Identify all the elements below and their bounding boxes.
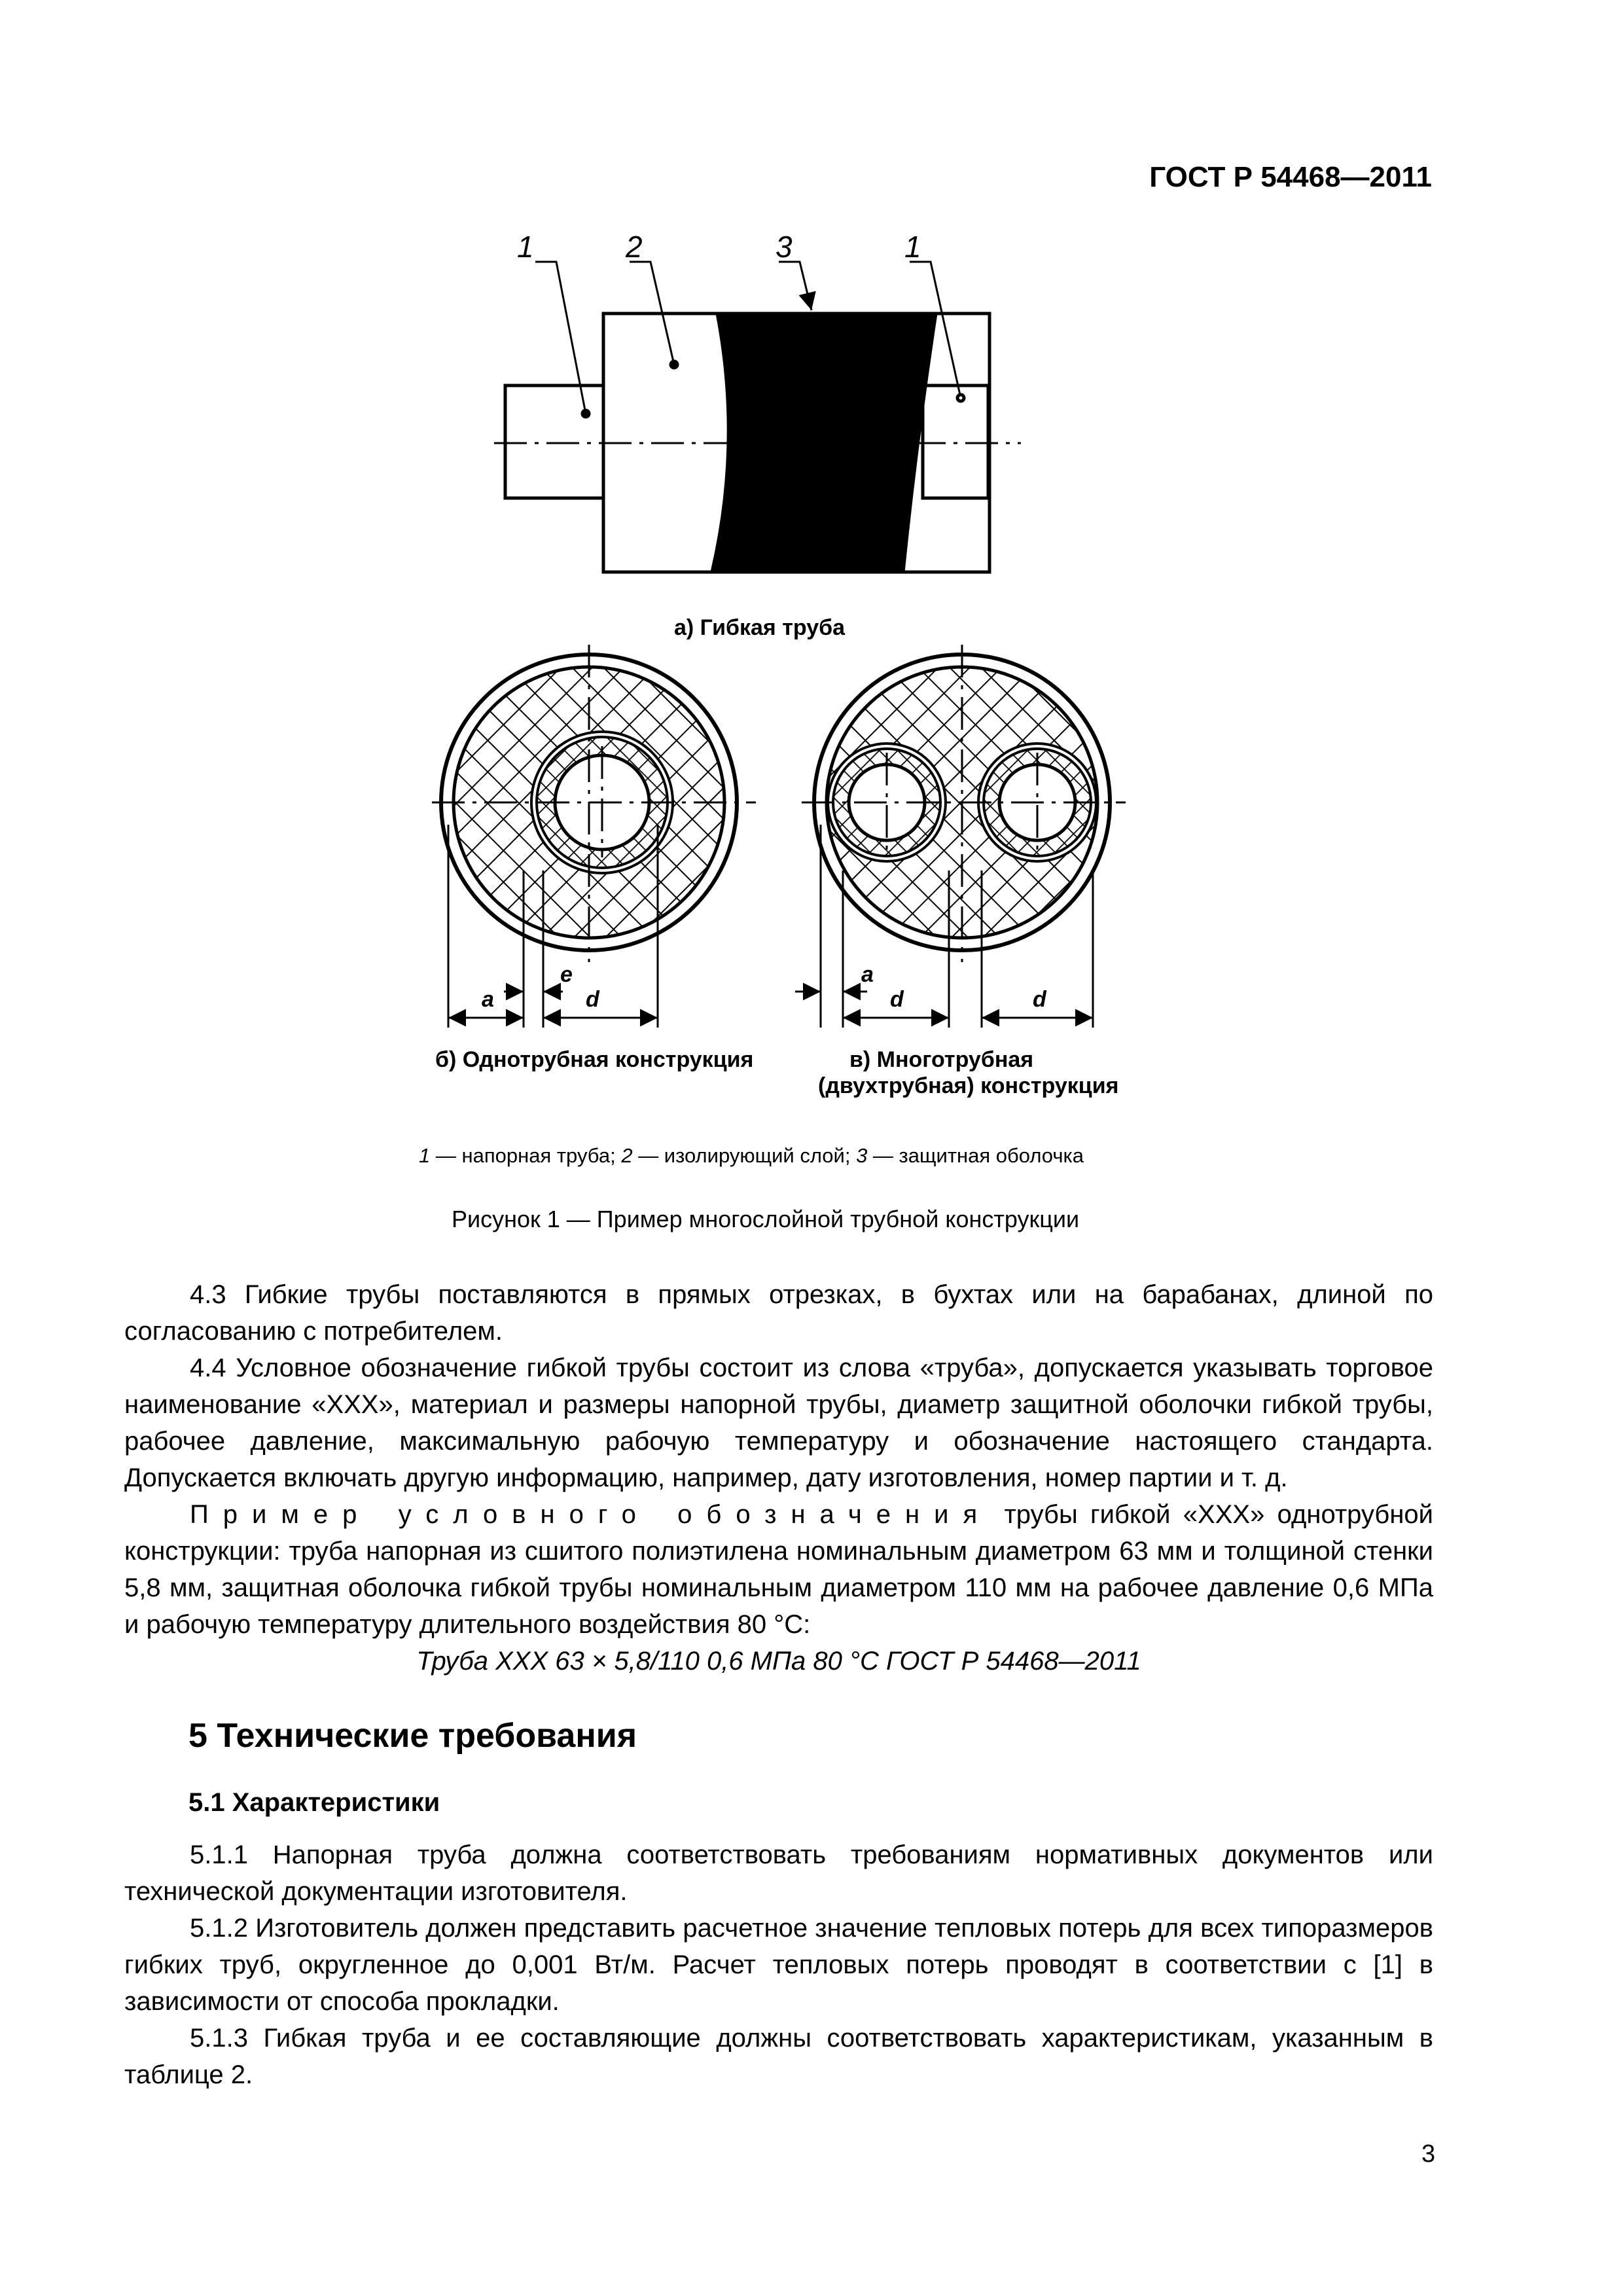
subcaption-c-line2: (двухтрубная) конструкция (818, 1073, 1119, 1098)
dim-label-d-double-left: d (890, 987, 904, 1012)
callout-2: 2 (626, 230, 643, 264)
legend-num-2: 2 (621, 1144, 633, 1167)
example-lead: Пример условного обозначения (190, 1500, 992, 1529)
paragraph-5-1-3: 5.1.3 Гибкая труба и ее составляющие должны соответствовать характеристикам, указанным в таблице 2. (124, 2024, 1433, 2089)
dim-label-a-single: a (482, 987, 494, 1012)
callout-3: 3 (776, 230, 793, 264)
paragraph-5-1-1: 5.1.1 Напорная труба должна соответствовать требованиям нормативных документов или технической документации изготовителя. (124, 1840, 1433, 1906)
pressure-pipe-stub-left (505, 386, 603, 498)
designation-formula: Труба XXX 63 × 5,8/110 0,6 МПа 80 °С ГОСТ Р 54468—2011 (416, 1647, 1141, 1676)
callout-1-right: 1 (904, 230, 921, 264)
paragraph-example (124, 1496, 1433, 1643)
pressure-pipe-stub-right (923, 386, 988, 498)
legend-text-2: — изолирующий слой; (632, 1144, 857, 1167)
subcaption-c-line1: в) Многотрубная (849, 1047, 1034, 1072)
document-header: ГОСТ Р 54468—2011 (1149, 161, 1432, 193)
legend-text-3: — защитная оболочка (867, 1144, 1084, 1167)
example-rest: трубы гибкой «XXX» однотрубной конструкции: труба напорная из сшитого полиэтилена номинальным диаметром 63 мм и толщиной стенки 5,8 мм, защитная оболочка гибкой трубы номинальным диаметром 110 мм на рабочее давление 0,6 МПа и рабочую температуру длительного воздействия 80 °С: (124, 1500, 1433, 1639)
flexible-pipe-side-view (494, 262, 1021, 572)
single-pipe-cross-section (432, 645, 756, 1028)
dim-label-d-single: d (586, 987, 599, 1012)
figure-title: Рисунок 1 — Пример многослойной трубной конструкции (452, 1206, 1080, 1232)
legend-num-3: 3 (856, 1144, 868, 1167)
legend-num-1: 1 (419, 1144, 431, 1167)
legend-text-1: — напорная труба; (430, 1144, 622, 1167)
subcaption-b: б) Однотрубная конструкция (435, 1047, 754, 1072)
dim-label-e: e (560, 962, 573, 987)
page-number: 3 (1421, 2140, 1436, 2168)
callout-1-left: 1 (517, 230, 534, 264)
subsection-5-1-heading: 5.1 Характеристики (188, 1788, 440, 1817)
figure-legend (419, 1144, 1084, 1168)
dim-label-a-double: a (861, 962, 874, 987)
dim-label-d-double-right: d (1033, 987, 1046, 1012)
paragraph-4-3: 4.3 Гибкие трубы поставляются в прямых отрезках, в бухтах или на барабанах, длиной по согласованию с потребителем. (124, 1280, 1433, 1346)
subcaption-a: а) Гибкая труба (674, 615, 846, 640)
two-pipe-cross-section (795, 645, 1126, 1028)
section-5-heading: 5 Технические требования (188, 1717, 637, 1755)
paragraph-4-4: 4.4 Условное обозначение гибкой трубы состоит из слова «труба», допускается указывать торговое наименование «XXX», материал и размеры напорной трубы, диаметр защитной оболочки гибкой трубы, рабочее давление, максимальную рабочую температуру и обозначение настоящего стандарта. Допускается включать другую информацию, например, дату изготовления, номер партии и т. д. (124, 1354, 1433, 1492)
paragraph-5-1-2: 5.1.2 Изготовитель должен представить расчетное значение тепловых потерь для всех типоразмеров гибких труб, округленное до 0,001 Вт/м. Расчет тепловых потерь проводят в соответствии с [1] в зависимости от способа прокладки. (124, 1914, 1433, 2016)
